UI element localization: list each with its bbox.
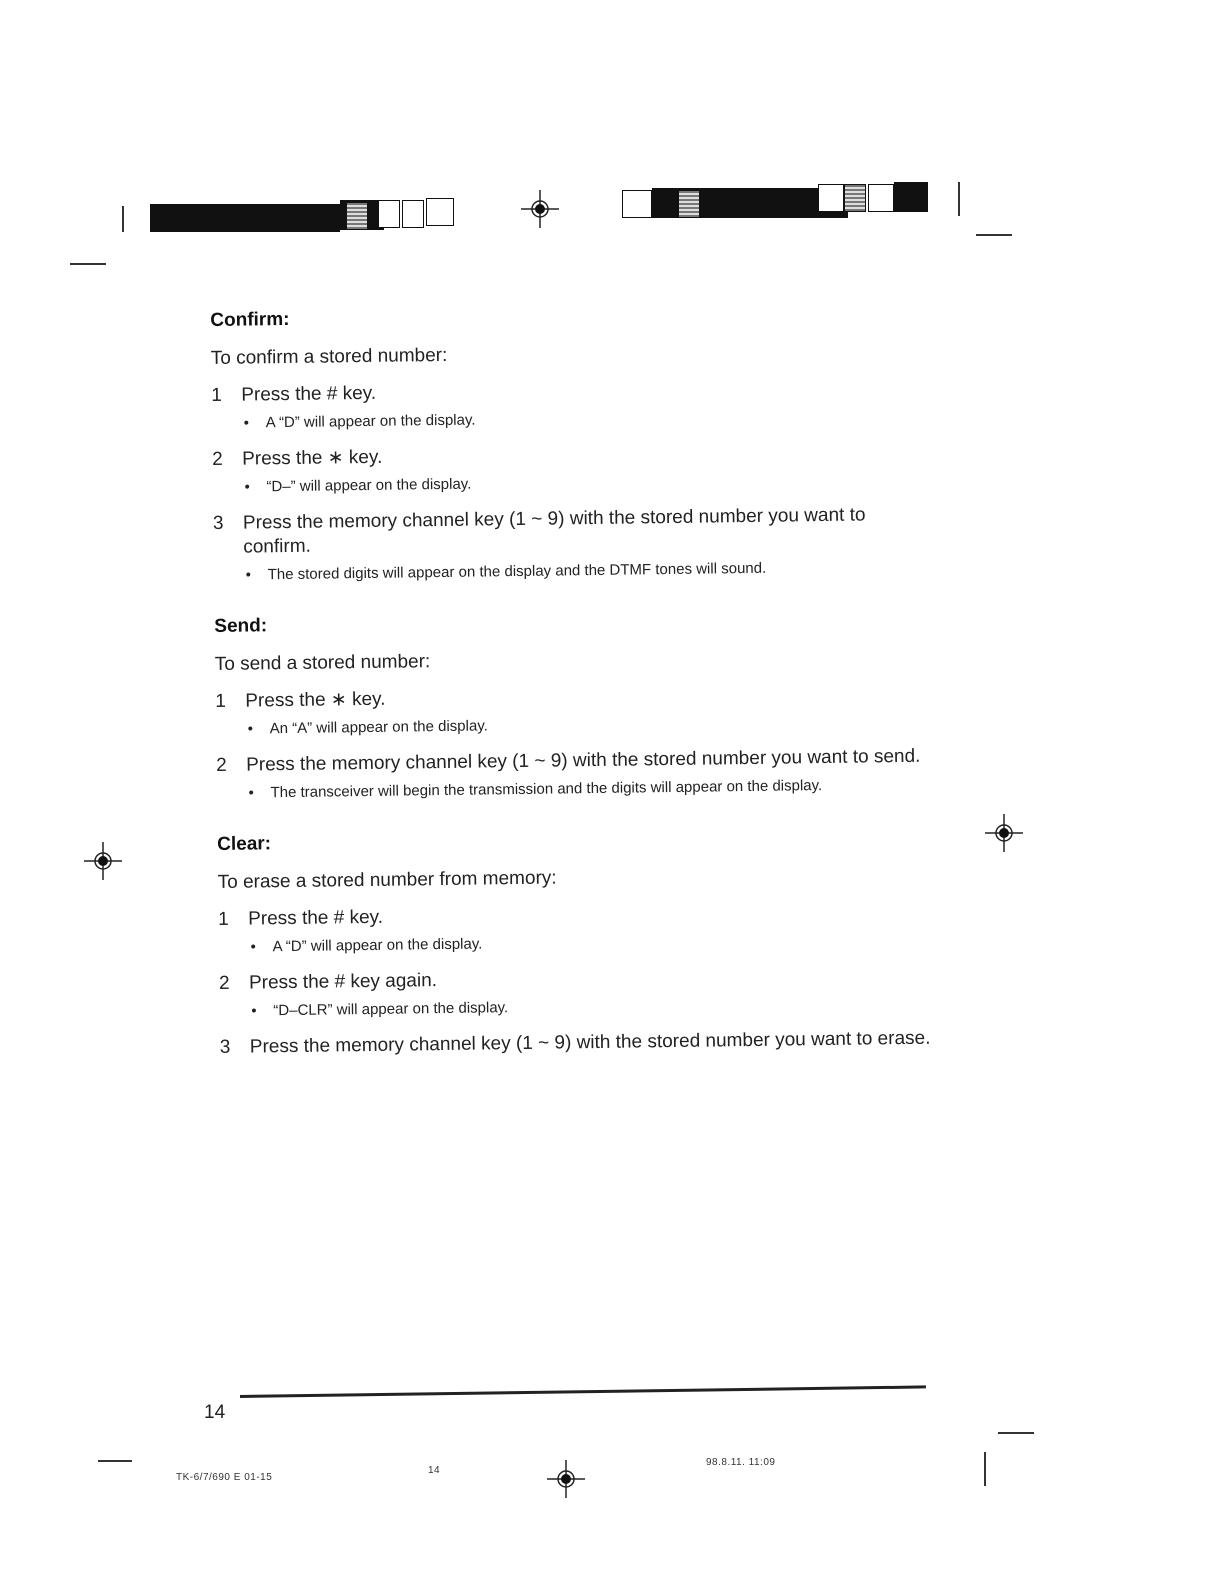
step-text: Press the # key. <box>248 906 384 930</box>
step-text: Press the # key. <box>241 382 377 406</box>
file-id: TK-6/7/690 E 01-15 <box>176 1472 273 1483</box>
crop-mark <box>976 234 1012 236</box>
step-number: 2 <box>216 754 227 776</box>
manual-content <box>210 287 940 1090</box>
registration-mark-icon <box>545 1458 587 1500</box>
footer-rule <box>240 1385 926 1397</box>
step-text: Press the memory channel key (1 ~ 9) with the stored number you want to confirm. <box>242 504 866 558</box>
step-number: 1 <box>215 690 227 712</box>
step-text: Press the ∗ key. <box>245 688 386 712</box>
step-number: 2 <box>212 448 223 470</box>
step <box>216 745 936 778</box>
step-note: • An “A” will appear on the display. <box>270 711 936 740</box>
section-clear <box>217 825 940 1060</box>
header-bar-left <box>150 200 456 232</box>
registration-mark-icon <box>519 188 561 230</box>
crop-mark <box>122 206 124 232</box>
section-heading: Clear: <box>217 833 272 855</box>
step-number: 1 <box>218 908 229 930</box>
crop-mark <box>70 263 106 265</box>
step-text: Press the # key again. <box>248 970 438 994</box>
color-patch <box>844 184 866 212</box>
color-patch <box>868 184 894 212</box>
step <box>218 899 938 932</box>
step <box>219 963 939 996</box>
color-patch <box>402 200 424 228</box>
crop-mark <box>998 1432 1034 1434</box>
crop-mark <box>98 1460 132 1462</box>
color-patch <box>346 202 368 230</box>
step-text: Press the memory channel key (1 ~ 9) with the stored number you want to send. <box>246 745 921 776</box>
crop-mark <box>984 1452 986 1486</box>
sheet-number: 14 <box>428 1465 441 1476</box>
section-confirm <box>210 301 934 586</box>
step-note: • “D–” will appear on the display. <box>266 469 932 498</box>
step-note: • A “D” will appear on the display. <box>266 405 932 434</box>
page-number: 14 <box>204 1402 226 1423</box>
section-intro: To confirm a stored number: <box>210 344 448 369</box>
section-intro: To erase a stored number from memory: <box>217 867 557 893</box>
step-text: Press the ∗ key. <box>242 446 383 470</box>
step-note: • The transceiver will begin the transmission and the digits will appear on the display. <box>270 775 936 804</box>
section-heading: Confirm: <box>210 308 290 331</box>
color-patch <box>378 200 400 228</box>
step-text: Press the memory channel key (1 ~ 9) with the stored number you want to erase. <box>249 1027 931 1058</box>
step <box>211 375 931 408</box>
step <box>215 681 935 714</box>
section-send <box>214 607 936 804</box>
section-intro: To send a stored number: <box>214 651 431 675</box>
step-number: 1 <box>211 384 223 406</box>
step-number: 2 <box>218 972 230 994</box>
step-note: • The stored digits will appear on the display and the DTMF tones will sound. <box>268 557 934 586</box>
crop-mark <box>958 182 960 216</box>
step <box>220 1027 940 1060</box>
step-number: 3 <box>219 1036 231 1058</box>
step <box>212 439 932 472</box>
header-bar-right <box>622 182 928 218</box>
color-patch <box>818 184 844 212</box>
registration-mark-icon <box>983 812 1025 854</box>
color-patch <box>678 190 700 218</box>
color-patch <box>426 198 454 226</box>
section-heading: Send: <box>214 615 268 637</box>
registration-mark-icon <box>82 840 124 882</box>
print-stamp: 98.8.11. 11:09 <box>706 1457 776 1468</box>
step-note: • A “D” will appear on the display. <box>272 929 938 958</box>
step-note: • “D–CLR” will appear on the display. <box>273 993 939 1022</box>
step <box>213 503 934 560</box>
color-patch <box>622 190 652 218</box>
step-number: 3 <box>212 512 224 534</box>
